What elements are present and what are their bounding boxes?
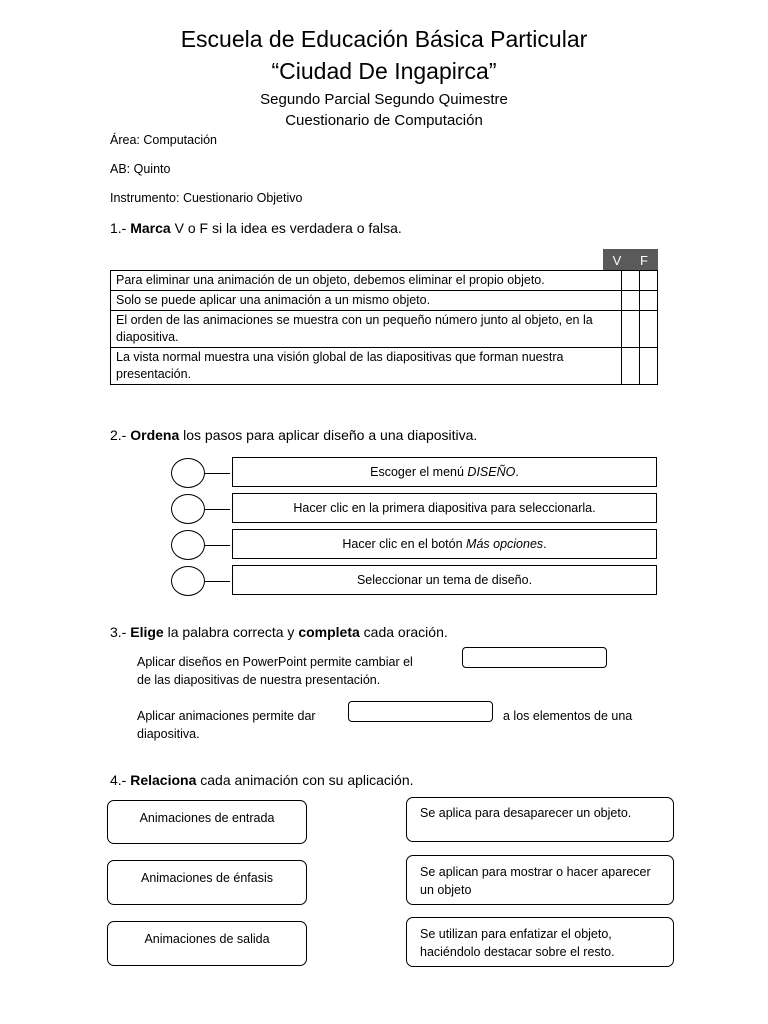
sentence-1-start: Aplicar diseños en PowerPoint permite cambiar el [137,655,413,669]
table-row [111,291,658,311]
instrument-label: Instrumento: Cuestionario Objetivo [110,191,303,205]
statement-cell: La vista normal muestra una visión global de las diapositivas que forman nuestra presentación. [111,348,622,385]
animation-type-box[interactable]: Animaciones de entrada [107,800,307,844]
table-row [111,311,658,348]
sentence-2-middle: a los elementos de una [503,709,633,723]
school-subname: “Ciudad De Ingapirca” [271,58,497,84]
sentence-2-end: diapositiva. [137,727,200,741]
order-circle[interactable] [171,494,205,524]
step-box: Hacer clic en la primera diapositiva para seleccionarla. [232,493,657,523]
step-box: Hacer clic en el botón Más opciones. [232,529,657,559]
true-false-table [110,270,658,385]
sentence-1-end: de las diapositivas de nuestra presentación. [137,673,381,687]
statement-cell: El orden de las animaciones se muestra con un pequeño número junto al objeto, en la diapositiva. [111,311,622,348]
order-circle[interactable] [171,458,205,488]
column-f-header: F [630,249,658,270]
step-box: Seleccionar un tema de diseño. [232,565,657,595]
connector-line [205,473,230,474]
table-row [111,271,658,291]
application-box[interactable]: Se aplican para mostrar o hacer aparecer un objeto [406,855,674,905]
q4-heading: 4.- Relaciona cada animación con su aplicación. [110,772,414,788]
application-box[interactable]: Se aplica para desaparecer un objeto. [406,797,674,842]
connector-line [205,545,230,546]
q2-heading: 2.- Ordena los pasos para aplicar diseño a una diapositiva. [110,427,478,443]
connector-line [205,581,230,582]
column-v-header: V [603,249,631,270]
sentence-2-start: Aplicar animaciones permite dar [137,709,316,723]
v-checkbox[interactable] [622,291,640,311]
animation-type-box[interactable]: Animaciones de énfasis [107,860,307,905]
statement-cell: Solo se puede aplicar una animación a un mismo objeto. [111,291,622,311]
v-checkbox[interactable] [622,348,640,385]
q1-heading: 1.- Marca V o F si la idea es verdadera o falsa. [110,220,402,236]
v-checkbox[interactable] [622,311,640,348]
ab-label: AB: Quinto [110,162,171,176]
f-checkbox[interactable] [640,348,658,385]
exam-period: Segundo Parcial Segundo Quimestre [260,91,508,108]
school-name: Escuela de Educación Básica Particular [180,26,588,52]
animation-type-box[interactable]: Animaciones de salida [107,921,307,966]
area-label: Área: Computación [110,133,218,147]
f-checkbox[interactable] [640,271,658,291]
blank-field-1[interactable] [462,647,607,668]
exam-title: Cuestionario de Computación [285,112,483,129]
q3-heading: 3.- Elige la palabra correcta y completa cada oración. [110,624,448,640]
blank-field-2[interactable] [348,701,493,722]
statement-cell: Para eliminar una animación de un objeto, debemos eliminar el propio objeto. [111,271,622,291]
order-circle[interactable] [171,566,205,596]
v-checkbox[interactable] [622,271,640,291]
step-box: Escoger el menú DISEÑO. [232,457,657,487]
f-checkbox[interactable] [640,291,658,311]
application-box[interactable]: Se utilizan para enfatizar el objeto, haciéndolo destacar sobre el resto. [406,917,674,967]
order-circle[interactable] [171,530,205,560]
table-row [111,348,658,385]
connector-line [205,509,230,510]
f-checkbox[interactable] [640,311,658,348]
